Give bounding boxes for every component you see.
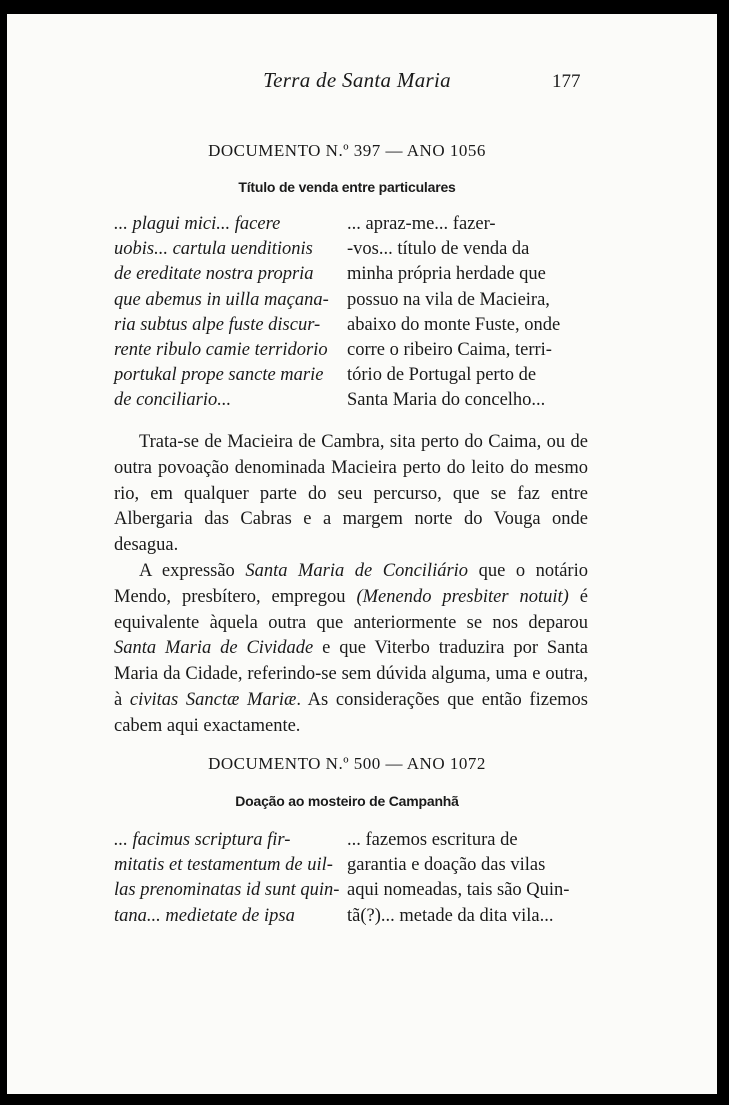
portuguese-translation bbox=[347, 828, 593, 929]
latin-transcription bbox=[114, 212, 360, 414]
latin-line: las prenominatas id sunt quin- bbox=[114, 880, 340, 901]
latin-line: rente ribulo camie terridorio bbox=[114, 340, 328, 361]
document-heading: DOCUMENTO N.º 500 — ANO 1072 bbox=[208, 754, 486, 773]
translation-line: tório de Portugal perto de bbox=[347, 365, 537, 386]
document-subtitle: Título de venda entre particulares bbox=[238, 179, 456, 195]
translation-line: ... fazemos escritura de bbox=[347, 830, 518, 850]
translation-line: ... apraz-me... fazer- bbox=[347, 214, 496, 234]
text-run: e que Viterbo traduzira por Santa Maria da Cidade, referindo-se sem dúvida alguma, uma e outra, à bbox=[114, 638, 588, 710]
book-page bbox=[7, 14, 717, 1094]
latin-line: que abemus in uilla maçana- bbox=[114, 289, 329, 310]
italic-run: Santa Maria de Cividade bbox=[114, 638, 314, 659]
portuguese-translation bbox=[347, 212, 593, 414]
italic-run: (Menendo presbiter notuit) bbox=[356, 586, 569, 607]
latin-line: ... plagui mici... facere bbox=[114, 214, 281, 234]
latin-line: portukal prope sancte marie bbox=[114, 365, 324, 386]
translation-line: tã(?)... metade da dita vila... bbox=[347, 905, 554, 926]
translation-line: possuo na vila de Macieira, bbox=[347, 289, 550, 310]
text-run: . As considerações que então fizemos cabem aqui exactamente. bbox=[114, 689, 588, 736]
latin-line: tana... medietate de ipsa bbox=[114, 905, 295, 926]
translation-line: abaixo do monte Fuste, onde bbox=[347, 314, 561, 335]
page-number: 177 bbox=[552, 71, 581, 92]
document-subtitle: Doação ao mosteiro de Campanhã bbox=[235, 793, 459, 809]
text-run: que o notário Mendo, presbítero, empregou bbox=[114, 560, 588, 607]
document-heading: DOCUMENTO N.º 397 — ANO 1056 bbox=[208, 141, 486, 160]
latin-line: uobis... cartula uenditionis bbox=[114, 239, 313, 260]
italic-run: Santa Maria de Conciliário bbox=[245, 560, 469, 581]
translation-line: Santa Maria do concelho... bbox=[347, 390, 546, 411]
translation-line: minha própria herdade que bbox=[347, 264, 546, 285]
commentary-paragraph bbox=[114, 559, 588, 740]
latin-line: ... facimus scriptura fir- bbox=[114, 830, 291, 850]
latin-line: de conciliario... bbox=[114, 390, 232, 411]
translation-line: corre o ribeiro Caima, terri- bbox=[347, 340, 552, 361]
latin-transcription bbox=[114, 828, 360, 929]
commentary bbox=[114, 430, 588, 740]
translation-line: -vos... título de venda da bbox=[347, 239, 530, 260]
latin-line: de ereditate nostra propria bbox=[114, 264, 314, 285]
commentary-paragraph: Trata-se de Macieira de Cambra, sita perto do Caima, ou de outra povoação denominada Macieira perto do leito do mesmo rio, em qualquer parte do seu percurso, que se faz entre Albergaria das Cabras e a margem norte do Vouga onde desagua. bbox=[114, 432, 588, 556]
text-run: é equivalente àquela outra que anteriormente se nos deparou bbox=[114, 586, 588, 633]
translation-line: garantia e doação das vilas bbox=[347, 855, 546, 876]
running-title: Terra de Santa Maria bbox=[263, 68, 451, 92]
translation-line: aqui nomeadas, tais são Quin- bbox=[347, 880, 570, 901]
italic-run: civitas Sanctæ Mariæ bbox=[129, 689, 297, 710]
text-run: A expressão bbox=[139, 560, 246, 581]
latin-line: mitatis et testamentum de uil- bbox=[114, 855, 333, 876]
latin-line: ria subtus alpe fuste discur- bbox=[114, 314, 321, 335]
